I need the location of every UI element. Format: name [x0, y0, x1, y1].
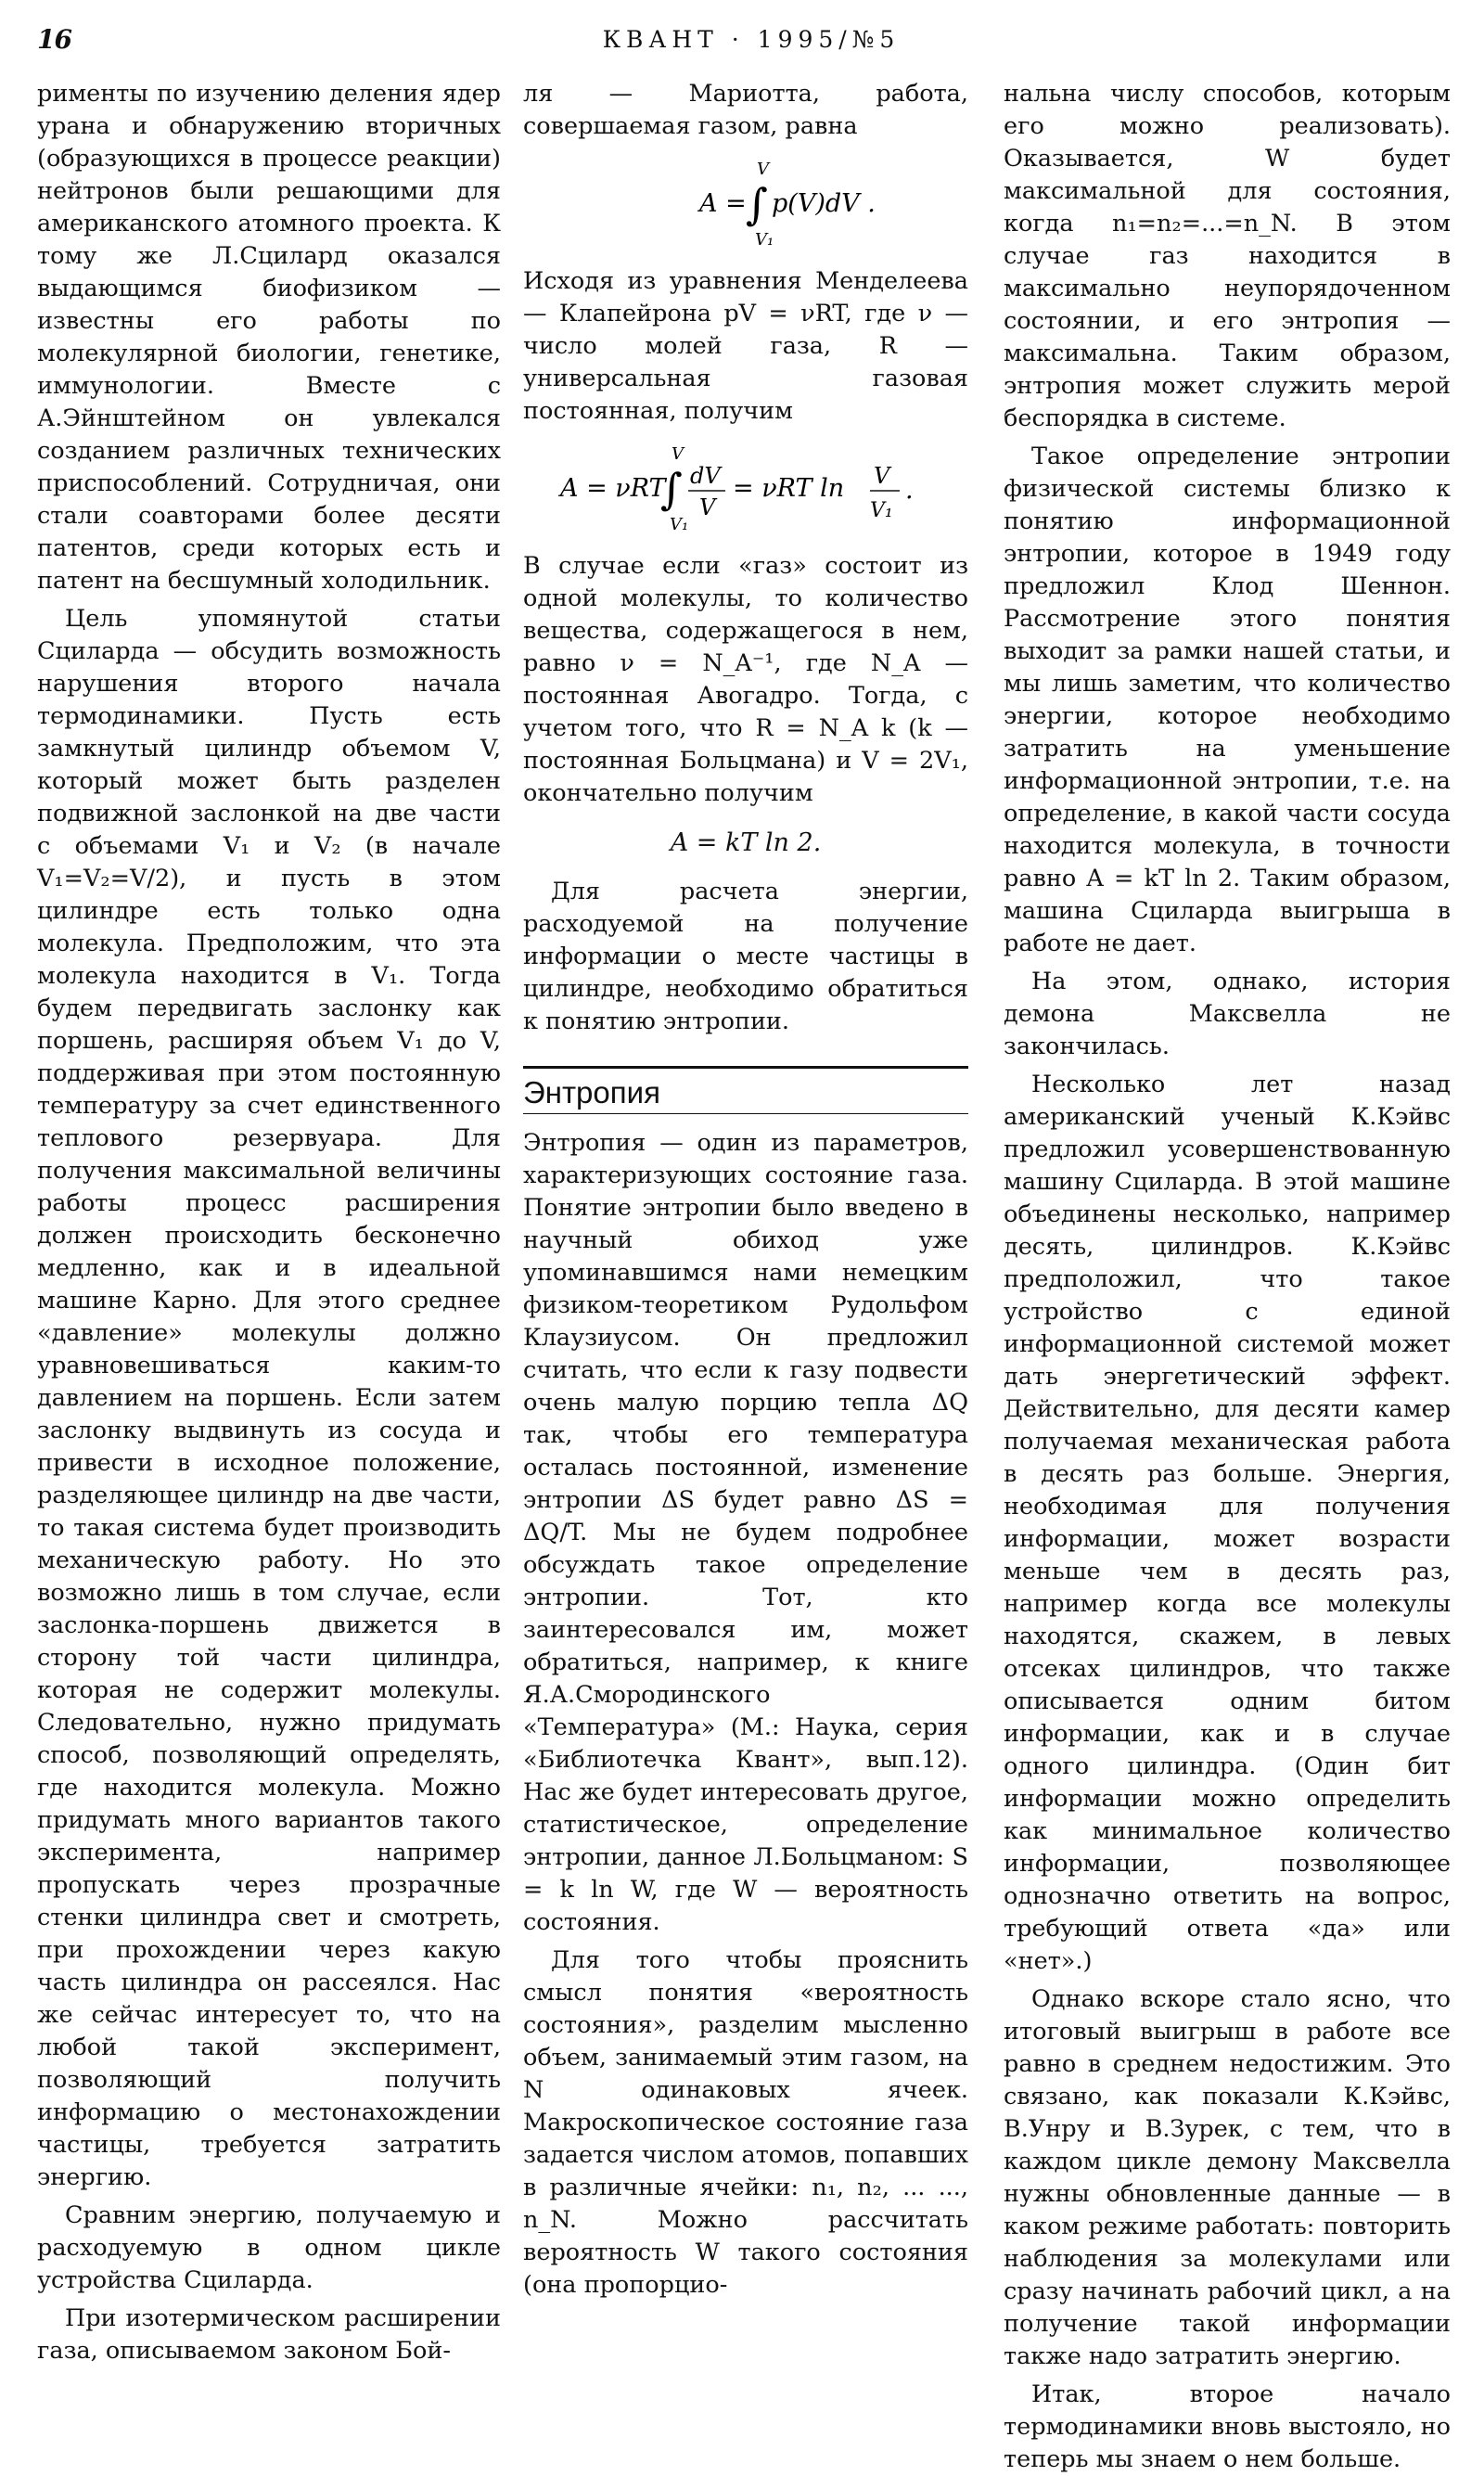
column-3: [1004, 78, 1451, 2476]
fraction-denominator: V: [699, 494, 716, 520]
integral-sign: ∫: [660, 464, 683, 514]
integrand: p(V)dV .: [772, 189, 876, 218]
paragraph: Для того чтобы прояснить смысл понятия «вероятность состояния», разделим мысленно объем, занимаемый этим газом, на N одинаковых ячеек. Макроскопическое состояние газа задается числом атомов, попавших в различные ячейки: n₁, n₂, ... ..., n_N. Можно рассчитать вероятность W такого состояния (она пропорцио-: [523, 1946, 968, 2299]
paragraph: Для расчета энергии, расходуемой на получение информации о месте частицы в цилиндре, необходимо обратиться к понятию энтропии.: [523, 878, 968, 1035]
paragraph: нальна числу способов, которым его можно реализовать). Оказывается, W будет максимальной для состояния, когда n₁=n₂=...=n_N. В этом случае газ находится в максимально неупорядоченном состоянии, и его энтропия — максимальна. Таким образом, энтропия может служить мерой беспорядка в системе.: [1004, 80, 1451, 432]
formula-nuRT: [523, 444, 968, 533]
formula2-mid: = νRT ln: [733, 474, 845, 503]
integral-lower-limit: V₁: [755, 230, 774, 249]
fraction-numerator: V: [874, 463, 890, 489]
paragraph: Итак, второе начало термодинамики вновь выстояло, но теперь мы знаем о нем больше.: [1004, 2380, 1451, 2473]
running-title: КВАНТ · 1995/№5: [602, 26, 901, 53]
formula-lhs: A =: [699, 189, 747, 218]
formula-kTln2: [523, 827, 968, 859]
integral-sign: ∫: [746, 179, 768, 229]
integral-lower-limit: V₁: [670, 515, 689, 533]
column-1: [37, 78, 501, 2367]
nuRT-formula-graphic: [542, 444, 950, 533]
integral-formula-graphic: [607, 160, 885, 249]
formula-work-integral: [523, 160, 968, 249]
paragraph: Однако вскоре стало ясно, что итоговый выигрыш в работе все равно в среднем недостижим. Это связано, как показали К.Кэйвс, В.Унру и В.Зурек, с тем, что в каждом цикле демону Максвелла нужны обновленные данные — в каком режиме работать: повторить наблюдения за молекулами или сразу начинать рабочий цикл, а на получение такой информации также надо затратить энергию.: [1004, 1985, 1451, 2370]
page-header: [37, 24, 1465, 61]
paragraph: Сравним энергию, получаемую и расходуемую в одном цикле устройства Сциларда.: [37, 2201, 501, 2294]
paragraph: При изотермическом расширении газа, описываемом законом Бой-: [37, 2304, 501, 2365]
paragraph: В случае если «газ» состоит из одной молекулы, то количество вещества, содержащегося в нем, равно ν = N_A⁻¹, где N_A — постоянная Авогадро. Тогда, с учетом того, что R = N_A k (k — постоянная Больцмана) и V = 2V₁, окончательно получим: [523, 552, 968, 807]
formula2-left: A = νRT: [560, 474, 666, 503]
column-2: [523, 78, 968, 2302]
paragraph: На этом, однако, история демона Максвелла не закончилась.: [1004, 968, 1451, 1060]
fraction-numerator: dV: [690, 463, 721, 489]
paragraph: Несколько лет назад американский ученый К.Кэйвс предложил усовершенствованную машину Сциларда. В этой машине объединены несколько, например десять, цилиндров. К.Кэйвс предположил, что такое устройство с единой информационной системой может дать энергетический эффект. Действительно, для десяти камер получаемая механическая работа в десять раз больше. Энергия, необходимая для получения информации, может возрасти меньше чем в десять раз, например когда все молекулы находятся, скажем, в левых отсеках цилиндров, что также описывается одним битом информации, как и в случае одного цилиндра. (Один бит информации можно определить как минимальное количество информации, позволяющее однозначно ответить на вопрос, требующий ответа «да» или «нет».): [1004, 1071, 1451, 1975]
formula-text: A = kT ln 2.: [670, 828, 822, 857]
fraction-denominator: V₁: [870, 499, 893, 522]
page-number: 16: [37, 24, 71, 55]
paragraph: Исходя из уравнения Менделеева — Клапейрона pV = νRT, где ν — число молей газа, R — универсальная газовая постоянная, получим: [523, 267, 968, 425]
section-heading: Энтропия: [523, 1066, 968, 1114]
integral-upper-limit: V: [672, 444, 684, 464]
paragraph: ля — Мариотта, работа, совершаемая газом, равна: [523, 80, 968, 140]
period: .: [905, 476, 914, 505]
paragraph: Цель упомянутой статьи Сциларда — обсудить возможность нарушения второго начала термодинамики. Пусть есть замкнутый цилиндр объемом V, который может быть разделен подвижной заслонкой на две части с объемами V₁ и V₂ (в начале V₁=V₂=V/2), и пусть в этом цилиндре есть только одна молекула. Предположим, что эта молекула находится в V₁. Тогда будем передвигать заслонку как поршень, расширяя объем V₁ до V, поддерживая при этом постоянную температуру за счет единственного теплового резервуара. Для получения максимальной величины работы процесс расширения должен происходить бесконечно медленно, как и в идеальной машине Карно. Для этого среднее «давление» молекулы должно уравновешиваться каким-то давлением на поршень. Если затем заслонку выдвинуть из сосуда и привести в исходное положение, разделяющее цилиндр на две части, то такая система будет производить механическую работу. Но это возможно лишь в том случае, если заслонка-поршень движется в сторону той части цилиндра, которая не содержит молекулы. Следовательно, нужно придумать способ, позволяющий определять, где находится молекула. Можно придумать много вариантов такого эксперимента, например пропускать через прозрачные стенки цилиндра свет и смотреть, при прохождении через какую часть цилиндра он рассеялся. Нас же сейчас интересует то, что на любой такой эксперимент, позволяющий получить информацию о местонахождении частицы, требуется затратить энергию.: [37, 605, 501, 2191]
integral-upper-limit: V: [757, 160, 769, 179]
paragraph: рименты по изучению деления ядер урана и обнаружению вторичных (образующихся в процессе реакции) нейтронов были решающими для американского атомного проекта. К тому же Л.Сцилард оказался выдающимся биофизиком — известны его работы по молекулярной биологии, генетике, иммунологии. Вместе с А.Эйнштейном он увлекался созданием различных технических приспособлений. Сотрудничая, они стали соавторами более десяти патентов, среди которых есть и патент на бесшумный холодильник.: [37, 80, 501, 595]
paragraph: Энтропия — один из параметров, характеризующих состояние газа. Понятие энтропии было введено в научный обиход уже упоминавшимся нами немецким физиком-теоретиком Рудольфом Клаузиусом. Он предложил считать, что если к газу подвести очень малую порцию тепла ΔQ так, чтобы его температура осталась постоянной, изменение энтропии ΔS будет равно ΔS = ΔQ/T. Мы не будем подробнее обсуждать такое определение энтропии. Тот, кто заинтересовался им, может обратиться, например, к книге Я.А.Смородинского «Температура» (М.: Наука, серия «Библиотечка Квант», вып.12). Нас же будет интересовать другое, статистическое, определение энтропии, данное Л.Больцманом: S = k ln W, где W — вероятность состояния.: [523, 1129, 968, 1936]
paragraph: Такое определение энтропии физической системы близко к понятию информационной энтропии, которое в 1949 году предложил Клод Шеннон. Рассмотрение этого понятия выходит за рамки нашей статьи, и мы лишь заметим, что количество энергии, которое необходимо затратить на уменьшение информационной энтропии, т.е. на определение, в какой части сосуда находится молекула, в точности равно A = kT ln 2. Таким образом, машина Сциларда выигрыша в работе не дает.: [1004, 443, 1451, 957]
